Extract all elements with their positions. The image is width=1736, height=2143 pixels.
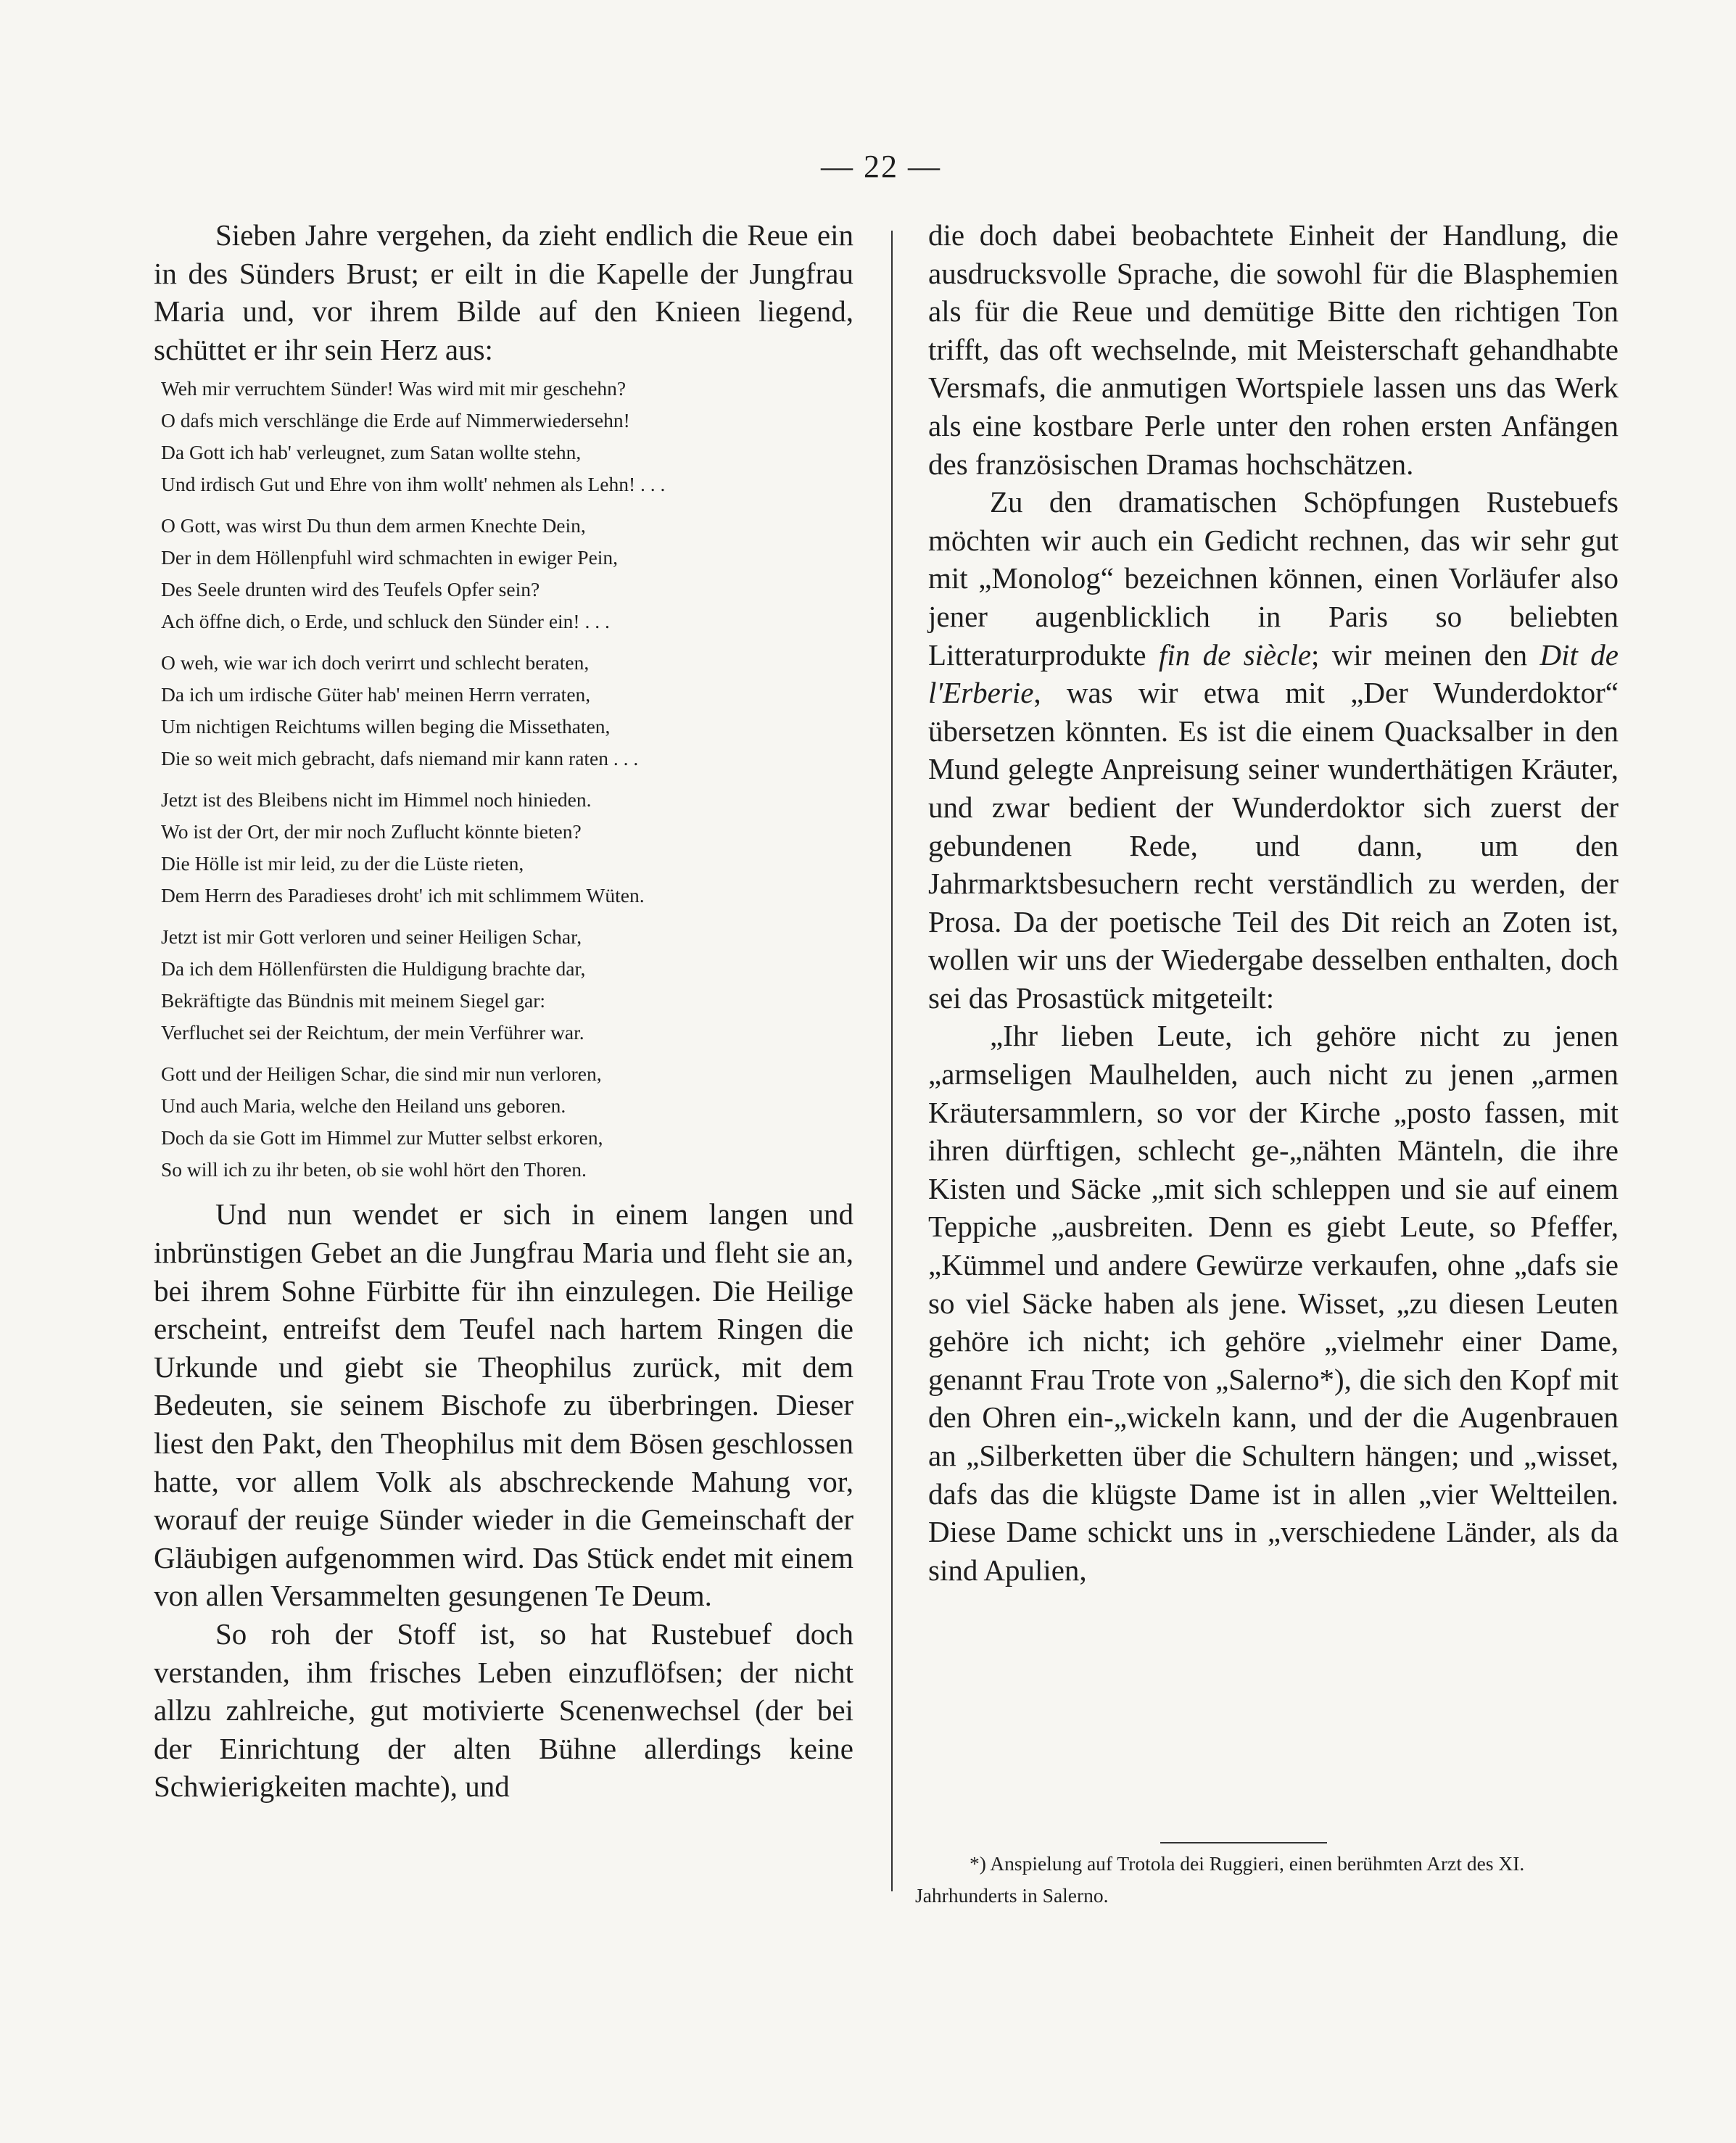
verse-line: Die so weit mich gebracht, dafs niemand mir kann raten . . . [161, 747, 639, 770]
verse-line: O Gott, was wirst Du thun dem armen Knechte Dein, [161, 514, 586, 537]
page-number: — 22 — [821, 149, 941, 184]
verse-line: Um nichtigen Reichtums willen beging die Missethaten, [161, 715, 611, 738]
verse-line: O dafs mich verschlänge die Erde auf Nimmerwiedersehn! [161, 409, 630, 432]
left-paragraph-3: So roh der Stoff ist, so hat Rustebuef doch verstanden, ihm frisches Leben einzuflöfsen; der nicht allzu zahlreiche, gut motivierte Scenenwechsel (der bei der Einrichtung der alten Bühne allerdings keine Schwierigkeiten machte), und [154, 1616, 853, 1804]
verse-line: Und irdisch Gut und Ehre von ihm wollt' nehmen als Lehn! . . . [161, 473, 666, 496]
verse-line: Der in dem Höllenpfuhl wird schmachten in ewiger Pein, [161, 546, 619, 569]
verse-line: Da ich dem Höllenfürsten die Huldigung brachte dar, [161, 957, 586, 980]
footnote: *) Anspielung auf Trotola dei Ruggieri, einen berühmten Arzt des XI. Jahrhunderts in Salerno. [915, 1852, 1525, 1907]
verse-line: Des Seele drunten wird des Teufels Opfer sein? [161, 578, 540, 601]
verse-block [161, 373, 853, 1186]
verse-stanza [161, 510, 853, 637]
verse-line: Dem Herrn des Paradieses droht' ich mit schlimmem Wüten. [161, 884, 645, 907]
verse-line: Die Hölle ist mir leid, zu der die Lüste rieten, [161, 852, 524, 875]
verse-stanza [161, 921, 853, 1049]
verse-stanza [161, 373, 853, 500]
right-column [928, 216, 1619, 1589]
verse-line: Gott und der Heiligen Schar, die sind mir nun verloren, [161, 1062, 602, 1086]
verse-line: Ach öffne dich, o Erde, und schluck den Sünder ein! . . . [161, 610, 610, 633]
footnote-rule [1160, 1842, 1327, 1843]
verse-line: Verfluchet sei der Reichtum, der mein Verführer war. [161, 1021, 584, 1044]
verse-line: O weh, wie war ich doch verirrt und schlecht beraten, [161, 651, 590, 674]
left-column [154, 216, 853, 1806]
column-divider [891, 231, 893, 1891]
verse-line: Weh mir verruchtem Sünder! Was wird mit mir geschehn? [161, 377, 627, 400]
right-paragraph-2 [928, 483, 1619, 1017]
verse-stanza [161, 784, 853, 912]
left-paragraph-1: Sieben Jahre vergehen, da zieht endlich die Reue ein in des Sünders Brust; er eilt in die Kapelle der Jungfrau Maria und, vor ihrem Bilde auf den Knieen liegend, schüttet er ihr sein Herz aus: [154, 218, 853, 366]
right-paragraph-3: „Ihr lieben Leute, ich gehöre nicht zu jenen „armseligen Maulhelden, auch nicht zu jenen „armen Kräutersammlern, so vor der Kirche „posto fassen, mit ihren dürftigen, schlecht ge-„nähten Mänteln, die ihre Kisten und Säcke „mit sich schleppen und sie auf einem Teppiche „ausbreiten. Denn es giebt Leute, so Pfeffer, „Kümmel und andere Gewürze verkaufen, ohne „dafs sie so viel Säcke haben als jene. Wisset, „zu diesen Leuten gehöre ich nicht; ich gehöre „vielmehr einer Dame, genannt Frau Trote von „Salerno*), die sich den Kopf mit den Ohren ein-„wickeln kann, und der die Augenbrauen an „Silberketten über die Schultern hängen; und „wisset, dafs das die klügste Dame ist in allen „vier Weltteilen. Diese Dame schickt uns in „verschiedene Länder, als da sind Apulien, [928, 1019, 1619, 1587]
verse-line: So will ich zu ihr beten, ob sie wohl hört den Thoren. [161, 1158, 587, 1181]
verse-line: Doch da sie Gott im Himmel zur Mutter selbst erkoren, [161, 1126, 603, 1149]
para2-text-c: , was wir etwa mit „Der Wunderdoktor“ übersetzen könnten. Es ist die einem Quacksalber in den Mund gelegte Anpreisung seiner wunderthätigen Kräuter, und zwar bedient der Wunderdoktor sich zuerst der gebundenen Rede, und dann, um den Jahrmarktsbesuchern recht verständlich zu werden, der Prosa. Da der poetische Teil des Dit reich an Zoten ist, wollen wir uns der Wiedergabe desselben enthalten, doch sei das Prosastück mitgeteilt: [928, 676, 1619, 1015]
verse-line: Bekräftigte das Bündnis mit meinem Siegel gar: [161, 989, 546, 1012]
para2-text-a: Zu den dramatischen Schöpfungen Rustebuefs möchten wir auch ein Gedicht rechnen, das wir sehr gut mit „Monolog“ bezeichnen können, einen Vorläufer also jener augenblicklich in Paris so beliebten Litteraturprodukte [928, 485, 1619, 672]
verse-line: Da Gott ich hab' verleugnet, zum Satan wollte stehn, [161, 441, 582, 464]
dit-de-lerberie: Dit de l'Erberie [928, 637, 1619, 710]
fin-de-siecle: fin de siècle [1158, 637, 1312, 672]
verse-line: Und auch Maria, welche den Heiland uns geboren. [161, 1094, 566, 1118]
left-paragraph-2: Und nun wendet er sich in einem langen und inbrünstigen Gebet an die Jungfrau Maria und fleht sie an, bei ihrem Sohne Fürbitte für ihn einzulegen. Die Heilige erscheint, entreifst dem Teufel nach hartem Ringen die Urkunde und giebt sie Theophilus zurück, mit dem Bedeuten, sie seinem Bischofe zu überbringen. Dieser liest den Pakt, den Theophilus mit dem Bösen geschlossen hatte, vor allem Volk als abschreckende Mahung vor, worauf der reuige Sünder wieder in die Gemeinschaft der Gläubigen aufgenommen wird. Das Stück endet mit einem von allen Versammelten gesungenen Te Deum. [154, 1197, 853, 1613]
verse-stanza [161, 1058, 853, 1186]
verse-line: Jetzt ist mir Gott verloren und seiner Heiligen Schar, [161, 925, 582, 949]
verse-line: Wo ist der Ort, der mir noch Zuflucht könnte bieten? [161, 820, 582, 843]
verse-line: Da ich um irdische Güter hab' meinen Herrn verraten, [161, 683, 591, 706]
right-paragraph-1: die doch dabei beobachtete Einheit der Handlung, die ausdrucksvolle Sprache, die sowohl für die Blasphemien als für die Reue und demütige Bitte den richtigen Ton trifft, das oft wechselnde, mit Meisterschaft gehandhabte Versmafs, die anmutigen Wortspiele lassen uns das Werk als eine kostbare Perle unter den rohen ersten Anfängen des französischen Dramas hochschätzen. [928, 218, 1619, 481]
verse-line: Jetzt ist des Bleibens nicht im Himmel noch hinieden. [161, 788, 592, 812]
para2-text-b: ; wir meinen den [1311, 637, 1528, 672]
verse-stanza [161, 647, 853, 775]
